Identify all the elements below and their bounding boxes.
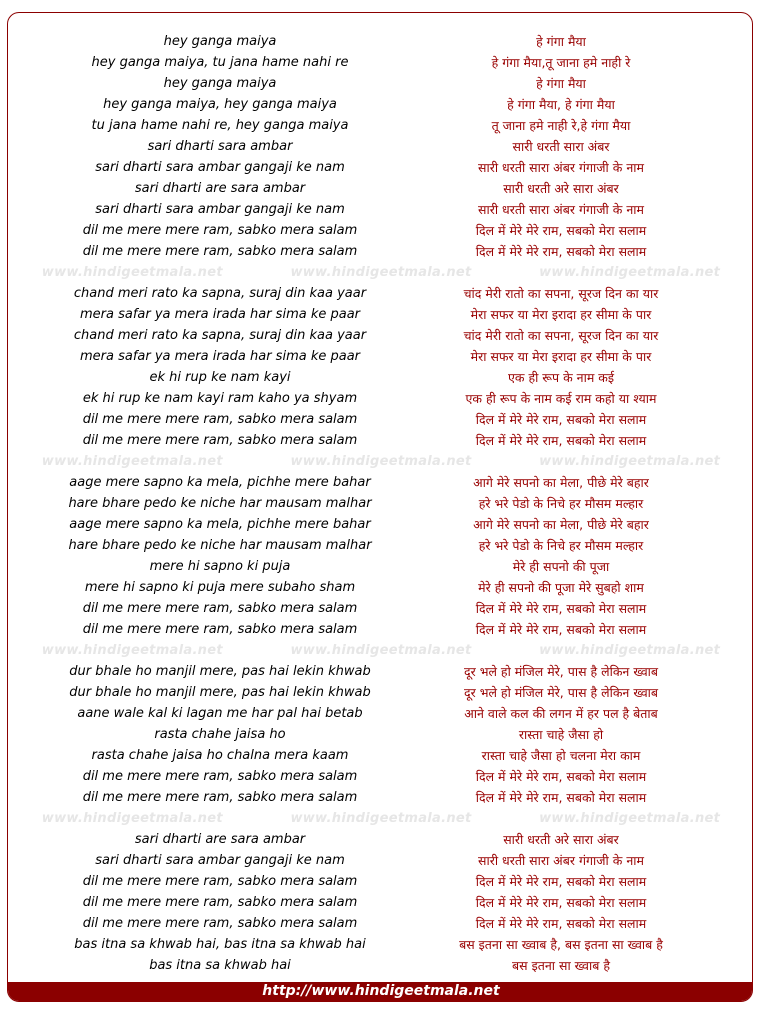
english-lyric-line: sari dharti sara ambar gangaji ke nam <box>95 202 345 217</box>
watermark-text: www.hindigeetmala.net <box>539 643 721 658</box>
english-lyric-line: dil me mere mere ram, sabko mera salam <box>82 895 358 910</box>
hindi-lyric-line: दिल में मेरे मेरे राम, सबको मेरा सलाम <box>475 223 647 238</box>
hindi-lyric-line: हे गंगा मैया <box>536 34 586 49</box>
english-lyric-line: dil me mere mere ram, sabko mera salam <box>82 790 358 805</box>
english-lyric-line: mere hi sapno ki puja <box>149 559 291 574</box>
watermark-row <box>8 808 753 829</box>
english-lyric-line: mera safar ya mera irada har sima ke paar <box>79 307 361 322</box>
hindi-lyric-line: एक ही रूप के नाम कई <box>507 370 615 385</box>
hindi-lyric-line: दिल में मेरे मेरे राम, सबको मेरा सलाम <box>475 790 647 805</box>
english-lyric-line: rasta chahe jaisa ho chalna mera kaam <box>91 748 349 763</box>
watermark-text: www.hindigeetmala.net <box>290 811 472 826</box>
hindi-lyric-line: दूर भले हो मंजिल मेरे, पास है लेकिन ख्वाब <box>463 685 659 700</box>
english-lyric-line: hey ganga maiya, tu jana hame nahi re <box>91 55 349 70</box>
english-lyric-line: aage mere sapno ka mela, pichhe mere bahar <box>69 517 371 532</box>
watermark-text: www.hindigeetmala.net <box>41 643 223 658</box>
english-lyric-line: dil me mere mere ram, sabko mera salam <box>82 769 358 784</box>
watermark-row <box>8 640 753 661</box>
english-lyric-line: mere hi sapno ki puja mere subaho sham <box>84 580 356 595</box>
english-lyric-line: bas itna sa khwab hai, bas itna sa khwab hai <box>74 937 366 952</box>
english-lyric-line: bas itna sa khwab hai <box>149 958 291 973</box>
hindi-lyric-line: मेरा सफर या मेरा इरादा हर सीमा के पार <box>470 349 652 364</box>
english-lyric-line: sari dharti sara ambar <box>147 139 293 154</box>
english-lyric-line: sari dharti are sara ambar <box>134 181 306 196</box>
hindi-lyric-line: दिल में मेरे मेरे राम, सबको मेरा सलाम <box>475 412 647 427</box>
hindi-lyric-line: सारी धरती सारा अंबर गंगाजी के नाम <box>478 160 644 175</box>
english-lyric-line: dil me mere mere ram, sabko mera salam <box>82 244 358 259</box>
hindi-lyric-line: चांद मेरी रातो का सपना, सूरज दिन का यार <box>463 328 659 343</box>
watermark-text: www.hindigeetmala.net <box>290 265 472 280</box>
lyrics-panel <box>7 12 753 1002</box>
hindi-lyric-line: सारी धरती सारा अंबर गंगाजी के नाम <box>478 853 644 868</box>
english-lyric-line: dil me mere mere ram, sabko mera salam <box>82 622 358 637</box>
english-lyric-line: sari dharti sara ambar gangaji ke nam <box>95 853 345 868</box>
english-lyric-line: ek hi rup ke nam kayi ram kaho ya shyam <box>82 391 358 406</box>
hindi-lyric-line: सारी धरती सारा अंबर गंगाजी के नाम <box>478 202 644 217</box>
hindi-lyric-line: आगे मेरे सपनो का मेला, पीछे मेरे बहार <box>473 475 649 490</box>
english-lyric-line: dil me mere mere ram, sabko mera salam <box>82 433 358 448</box>
watermark-text: www.hindigeetmala.net <box>539 265 721 280</box>
english-lyric-line: dil me mere mere ram, sabko mera salam <box>82 223 358 238</box>
watermark-text: www.hindigeetmala.net <box>290 454 472 469</box>
hindi-lyric-line: दिल में मेरे मेरे राम, सबको मेरा सलाम <box>475 244 647 259</box>
english-lyric-line: aane wale kal ki lagan me har pal hai betab <box>77 706 363 721</box>
english-lyric-line: sari dharti sara ambar gangaji ke nam <box>95 160 345 175</box>
hindi-lyric-line: सारी धरती सारा अंबर <box>512 139 610 154</box>
hindi-lyric-line: दूर भले हो मंजिल मेरे, पास है लेकिन ख्वाब <box>463 664 659 679</box>
hindi-lyric-line: दिल में मेरे मेरे राम, सबको मेरा सलाम <box>475 874 647 889</box>
watermark-row <box>8 262 753 283</box>
hindi-lyric-line: आने वाले कल की लगन में हर पल है बेताब <box>464 706 658 721</box>
hindi-lyric-line: दिल में मेरे मेरे राम, सबको मेरा सलाम <box>475 601 647 616</box>
hindi-lyric-line: तू जाना हमे नाही रे,हे गंगा मैया <box>491 118 631 133</box>
watermark-text: www.hindigeetmala.net <box>290 643 472 658</box>
english-lyric-line: dil me mere mere ram, sabko mera salam <box>82 412 358 427</box>
english-lyric-line: dur bhale ho manjil mere, pas hai lekin khwab <box>69 664 371 679</box>
hindi-lyric-line: दिल में मेरे मेरे राम, सबको मेरा सलाम <box>475 895 647 910</box>
hindi-lyric-line: सारी धरती अरे सारा अंबर <box>503 181 619 196</box>
english-lyric-line: aage mere sapno ka mela, pichhe mere bahar <box>69 475 371 490</box>
english-lyrics-column <box>8 31 432 976</box>
english-lyric-line: hey ganga maiya <box>163 34 277 49</box>
english-lyric-line: rasta chahe jaisa ho <box>154 727 286 742</box>
watermark-row <box>8 451 753 472</box>
hindi-lyric-line: हे गंगा मैया, हे गंगा मैया <box>507 97 615 112</box>
hindi-lyrics-column <box>384 31 738 976</box>
english-lyric-line: hey ganga maiya <box>163 76 277 91</box>
hindi-lyric-line: बस इतना सा ख्वाब है <box>512 958 610 973</box>
hindi-lyric-line: दिल में मेरे मेरे राम, सबको मेरा सलाम <box>475 769 647 784</box>
english-lyric-line: sari dharti are sara ambar <box>134 832 306 847</box>
watermark-text: www.hindigeetmala.net <box>41 811 223 826</box>
english-lyric-line: dil me mere mere ram, sabko mera salam <box>82 601 358 616</box>
hindi-lyric-line: चांद मेरी रातो का सपना, सूरज दिन का यार <box>463 286 659 301</box>
hindi-lyric-line: मेरे ही सपनो की पूजा <box>512 559 610 574</box>
hindi-lyric-line: हे गंगा मैया,तू जाना हमे नाही रे <box>491 55 631 70</box>
english-lyric-line: chand meri rato ka sapna, suraj din kaa yaar <box>73 328 367 343</box>
watermark-text: www.hindigeetmala.net <box>41 265 223 280</box>
english-lyric-line: mera safar ya mera irada har sima ke paar <box>79 349 361 364</box>
english-lyric-line: chand meri rato ka sapna, suraj din kaa yaar <box>73 286 367 301</box>
footer-url-link[interactable]: http://www.hindigeetmala.net <box>8 982 753 1001</box>
hindi-lyric-line: दिल में मेरे मेरे राम, सबको मेरा सलाम <box>475 433 647 448</box>
hindi-lyric-line: हरे भरे पेडो के निचे हर मौसम मल्हार <box>478 538 644 553</box>
hindi-lyric-line: आगे मेरे सपनो का मेला, पीछे मेरे बहार <box>473 517 649 532</box>
english-lyric-line: ek hi rup ke nam kayi <box>149 370 291 385</box>
english-lyric-line: dil me mere mere ram, sabko mera salam <box>82 916 358 931</box>
watermark-text: www.hindigeetmala.net <box>539 811 721 826</box>
hindi-lyric-line: रास्ता चाहे जैसा हो चलना मेरा काम <box>481 748 641 763</box>
hindi-lyric-line: एक ही रूप के नाम कई राम कहो या श्याम <box>465 391 657 406</box>
hindi-lyric-line: हे गंगा मैया <box>536 76 586 91</box>
watermark-text: www.hindigeetmala.net <box>539 454 721 469</box>
english-lyric-line: dil me mere mere ram, sabko mera salam <box>82 874 358 889</box>
hindi-lyric-line: मेरे ही सपनो की पूजा मेरे सुबहो शाम <box>478 580 644 595</box>
english-lyric-line: tu jana hame nahi re, hey ganga maiya <box>91 118 349 133</box>
english-lyric-line: hare bhare pedo ke niche har mausam malhar <box>68 538 372 553</box>
english-lyric-line: hey ganga maiya, hey ganga maiya <box>103 97 337 112</box>
english-lyric-line: dur bhale ho manjil mere, pas hai lekin khwab <box>69 685 371 700</box>
hindi-lyric-line: रास्ता चाहे जैसा हो <box>518 727 604 742</box>
english-lyric-line: hare bhare pedo ke niche har mausam malhar <box>68 496 372 511</box>
hindi-lyric-line: मेरा सफर या मेरा इरादा हर सीमा के पार <box>470 307 652 322</box>
watermark-text: www.hindigeetmala.net <box>41 454 223 469</box>
hindi-lyric-line: हरे भरे पेडो के निचे हर मौसम मल्हार <box>478 496 644 511</box>
hindi-lyric-line: सारी धरती अरे सारा अंबर <box>503 832 619 847</box>
hindi-lyric-line: दिल में मेरे मेरे राम, सबको मेरा सलाम <box>475 916 647 931</box>
hindi-lyric-line: दिल में मेरे मेरे राम, सबको मेरा सलाम <box>475 622 647 637</box>
hindi-lyric-line: बस इतना सा ख्वाब है, बस इतना सा ख्वाब है <box>459 937 663 952</box>
